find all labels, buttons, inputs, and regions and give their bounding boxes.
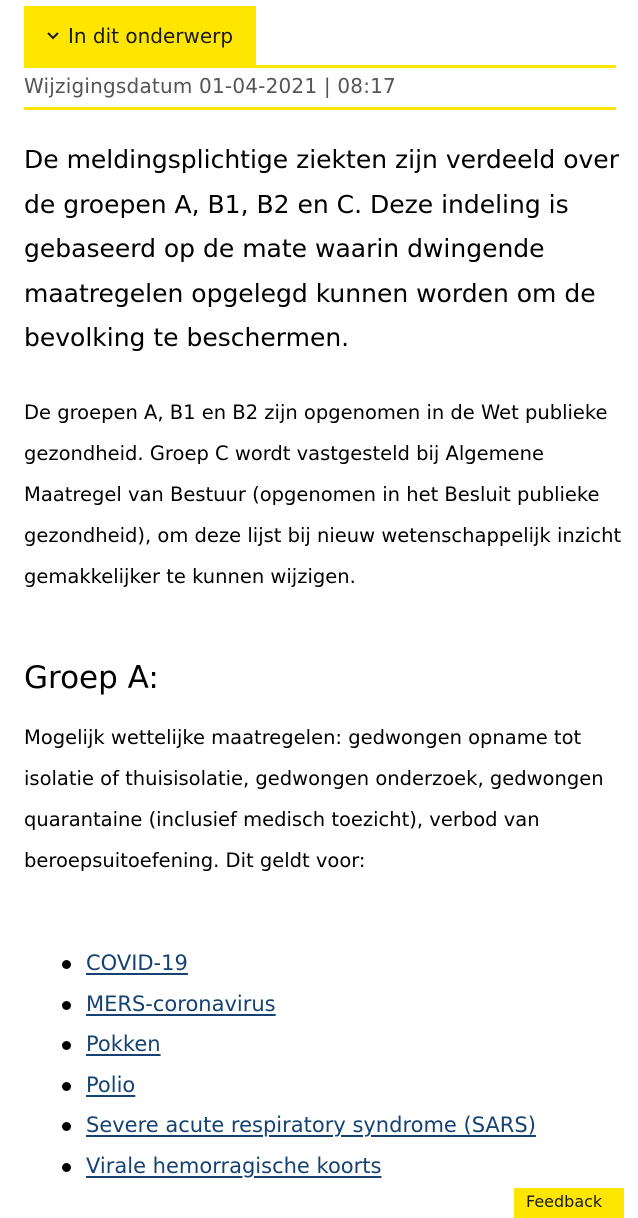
bullet-icon: [62, 1082, 71, 1091]
list-item: [24, 1105, 536, 1146]
chevron-down-icon: [46, 31, 62, 41]
intro-text: De meldingsplichtige ziekten zijn verdeeld over de groepen A, B1, B2 en C. Deze indeling is gebaseerd op de mate waarin dwingende maatregelen opgelegd kunnen worden om de bevolking te beschermen.: [24, 145, 619, 352]
in-dit-onderwerp-button[interactable]: [24, 6, 256, 66]
disease-link-mers-coronavirus[interactable]: MERS-coronavirus: [86, 991, 276, 1016]
feedback-label: Feedback: [526, 1192, 603, 1211]
list-item: [24, 1146, 536, 1187]
bullet-icon: [62, 960, 71, 969]
disease-link-polio[interactable]: Polio: [86, 1072, 136, 1097]
list-item: [24, 984, 536, 1025]
group-a-description: Mogelijk wettelijke maatregelen: gedwongen opname tot isolatie of thuisisolatie, gedwongen onderzoek, gedwongen quarantaine (inclusief medisch toezicht), verbod van beroepsuitoefening. Dit geldt voor:: [24, 726, 604, 872]
bullet-icon: [62, 1001, 71, 1010]
list-item: [24, 1065, 536, 1106]
date-divider-top: [24, 65, 616, 68]
disease-list: [24, 943, 536, 1186]
list-item: [24, 943, 536, 984]
bullet-icon: [62, 1163, 71, 1172]
group-a-heading: Groep A:: [24, 660, 159, 696]
disease-link-virale-hemorragische-koorts[interactable]: Virale hemorragische koorts: [86, 1153, 382, 1178]
in-dit-onderwerp-label: In dit onderwerp: [68, 24, 234, 48]
modified-date: Wijzigingsdatum 01-04-2021 | 08:17: [24, 74, 396, 98]
bullet-icon: [62, 1122, 71, 1131]
feedback-button[interactable]: [514, 1188, 624, 1218]
list-item: [24, 1024, 536, 1065]
disease-link-pokken[interactable]: Pokken: [86, 1032, 161, 1056]
body-paragraph: De groepen A, B1 en B2 zijn opgenomen in de Wet publieke gezondheid. Groep C wordt vastgesteld bij Algemene Maatregel van Bestuur (opgenomen in het Besluit publieke gezondheid), om deze lijst bij nieuw wetenschappelijk inzicht gemakkelijker te kunnen wijzigen.: [24, 401, 622, 588]
disease-link-covid-19[interactable]: COVID-19: [86, 951, 188, 975]
bullet-icon: [62, 1041, 71, 1050]
date-divider-bottom: [24, 107, 616, 110]
disease-link-sars[interactable]: Severe acute respiratory syndrome (SARS): [86, 1113, 536, 1137]
